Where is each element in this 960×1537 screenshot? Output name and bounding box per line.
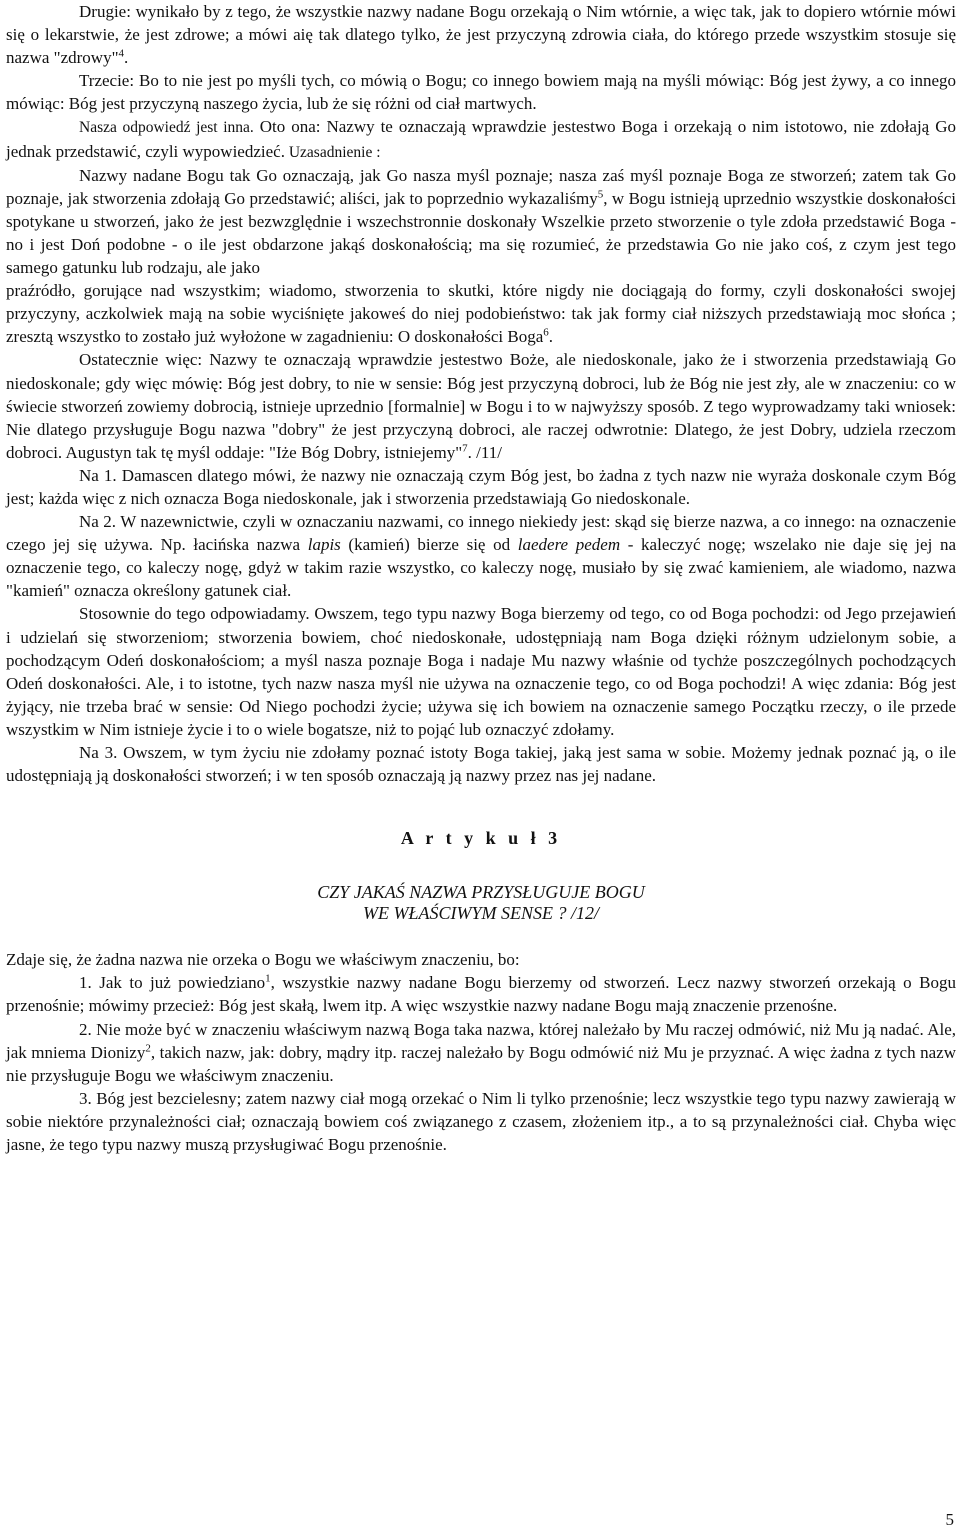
paragraph-reply-1: Na 1. Damascen dlatego mówi, że nazwy nie oznaczają czym Bóg jest, bo żadna z tych nazw nie wyraża doskonale czym Bóg jest; każda więc z nich oznacza Boga niedoskonale, jak i stworzenia przedstawiają Go niedoskonale. [6,465,956,508]
paragraph-reply-2-continued: Stosownie do tego odpowiadamy. Owszem, tego typu nazwy Boga bierzemy od tego, co od Boga pochodzi: od Jego przejawień i udzielań się stworzeniom; stworzenia bowiem, choć niedoskonałe, udostępniają nam Boga dzięki różnym udzielonym sobie, a pochodzącym Odeń doskonałościom; a myśl nasza poznaje Boga i nadaje Mu nazwy właśnie od tychże poszczególnych pochodzących Odeń doskonałości. Ale, i to istotne, tych nazw nasza myśl nie używa na oznaczenie tego, co od Boga pochodzi! A więc zdania: Bóg jest żyjący, nie trzeba brać w sensie: Od Niego pochodzi życie; używa się ich bowiem na oznaczenie samego Początku rzeczy, o ile przede wszystkim w Nim istnieje życie i to o wiele bogatsze, niż to pojąć lub oznaczyć zdołamy. [6,604,956,739]
page-number: 5 [945,1510,954,1529]
paragraph-third-objection: Trzecie: Bo to nie jest po myśli tych, co mówią o Bogu; co innego bowiem mają na myśli mówiąc: Bóg jest żywy, a co innego mówiąc: Bóg jest przyczyną naszego życia, lub że się różni od ciał martwych. [6,71,956,114]
article-title [6,882,956,924]
footnote-ref: 1 [265,972,271,985]
paragraph-objection-3: 3. Bóg jest bezcielesny; zatem nazwy ciał mogą orzekać o Nim li tylko przenośnie; lecz wszystkie tego typu nazwy zawierają w sobie niektóre przynależności ciał; oznaczają bowiem coś związanego z czasem, złożeniem itp., a to są przynależności ciał. Chyba więc jasne, że tego typu nazwy muszą przysługiwać Bogu przenośnie. [6,1088,956,1155]
footnote-ref: 6 [543,326,549,339]
document-page [6,0,956,1156]
footnote-ref: 5 [597,188,604,201]
paragraph-conclusion: Ostatecznie więc: Nazwy te oznaczają wprawdzie jestestwo Boże, ale niedoskonale, jako że i stworzenia przedstawiają Go niedoskonale; gdy więc mówię: Bóg jest dobry, to nie w sensie: Bóg jest przyczyną dobroci, lub że Bóg nie jest zły, ale w znaczeniu: co w świecie stworzeń zowiemy dobrocią, istnieje uprzednio [formalnie] w Bogu i to w najwyższy sposób. Z tego wyprowadzamy taki wniosek: Nie dlatego przysługuje Bogu nazwa "dobry" że jest przyczyną dobroci, ale raczej odwrotnie: Dlatego, że jest Dobry, udziela rzeczom dobroci. Augustyn tak tę myśl oddaje: "Iże Bóg Dobry, istniejemy"$^7$. /11/ [6,350,957,462]
paragraph-reply-3: Na 3. Owszem, w tym życiu nie zdołamy poznać istoty Boga takiej, jaką jest sama w sobie. Możemy jednak poznać ją, o ile udostępniają ją doskonałości stworzeń; i w ten sposób oznaczają ją nazwy przez nas jej nadane. [6,743,956,786]
article-title-line: WE WŁAŚCIWYM SENSE ? /12/ [363,903,599,924]
paragraph-objection-1: 1. Jak to już powiedziano$^1$, wszystkie nazwy nadane Bogu bierzemy od stworzeń. Lecz nazwy stworzeń orzekają o Bogu przenośnie; mówimy przecież: Bóg jest skałą, lwem itp. A więc wszystkie nazwy nadane Bogu mają znaczenie przenośne. [6,972,956,1016]
paragraph-objection-2: 2. Nie może być w znaczeniu właściwym nazwą Boga taka nazwa, której należało by Mu raczej odmówić, niż Mu ją nadać. Ale, jak mniema Dionizy$^2$, takich nazw, jak: dobry, mądry itp. raczej należało by Bogu odmówić niż Mu je przyznać. A więc żadna z tych nazw nie przysługuje Bogu we właściwym znaczeniu. [6,1019,956,1085]
paragraph-justification: Nazwy nadane Bogu tak Go oznaczają, jak Go nasza myśl poznaje; nasza zaś myśl poznaje Boga ze stworzeń; zatem tak Go poznaje, jak stworzenia zdołają Go przedstawić; aliści, jak to poprzednio wykazaliśmy$^5$, w Bogu istnieją uprzednio wszystkie doskonałości spotykane u stworzeń, jako że jest bezwzględnie i wszechstronnie doskonały Wszelkie przeto stworzenie o tyle zdoła przedstawić Boga - no i jest Doń podobne - o ile jest obdarzone jakąś doskonałością; ma się rozumieć, że przedstawia Go nie jako coś, z czym jest tego samego gatunku lub rodzaju, ale jako [6,165,956,278]
footnote-ref: 4 [118,47,125,60]
paragraph-reply-2: Na 2. W nazewnictwie, czyli w oznaczaniu nazwami, co innego niekiedy jest: skąd się bierze nazwa, a co innego: na oznaczenie czego jej się używa. Np. łacińska nazwa lapis (kamień) bierze się od laedere pedem - kaleczyć nogę; wszelako nie daje się jej na oznaczenie tego, co kaleczy nogę, gdyż w takim razie wszystko, co kaleczy nogę, musiało by się zwać kamieniem, ale wiadomo, nazwa "kamień" oznacza określony gatunek ciał. [6,512,956,601]
paragraph-our-answer: Nasza odpowiedź jest inna. Oto ona: Nazwy te oznaczają wprawdzie jestestwo Boga i orzekają o nim istotowo, nie zdołają Go jednak przedstawić, czyli wypowiedzieć. Uzasadnienie : [6,117,956,161]
footnote-ref: 7 [462,442,468,455]
footnote-ref: 2 [145,1042,151,1054]
article-heading: A r t y k u ł 3 [400,828,562,849]
paragraph-second-objection: Drugie: wynikało by z tego, że wszystkie nazwy nadane Bogu orzekają o Nim wtórnie, a więc tak, jak to dopiero wtórnie mówi się o lekarstwie, że jest zdrowe; a mówi aię tak dlatego tylko, że jest przyczyną zdrowia ciała, do którego przede wszystkim stosuje się nazwa "zdrowy"$^4$. [6,2,956,68]
paragraph-article-intro: Zdaje się, że żadna nazwa nie orzeka o Bogu we właściwym znaczeniu, bo: [6,950,520,970]
article-title-line: CZY JAKAŚ NAZWA PRZYSŁUGUJE BOGU [317,882,645,903]
paragraph-prime-source: praźródło, gorujące nad wszystkim; wiadomo, stworzenia to skutki, które nigdy nie dociągają do formy, czyli doskonałości swojej przyczyny, aczkolwiek mają na sobie wyciśnięte jakoweś do niej podobieństwo: tak jak formy ciał niższych przedstawiają moc słońca ; zresztą wszystko to zostało już wyłożone w zagadnieniu: O doskonałości Boga$^6$. [6,281,956,347]
